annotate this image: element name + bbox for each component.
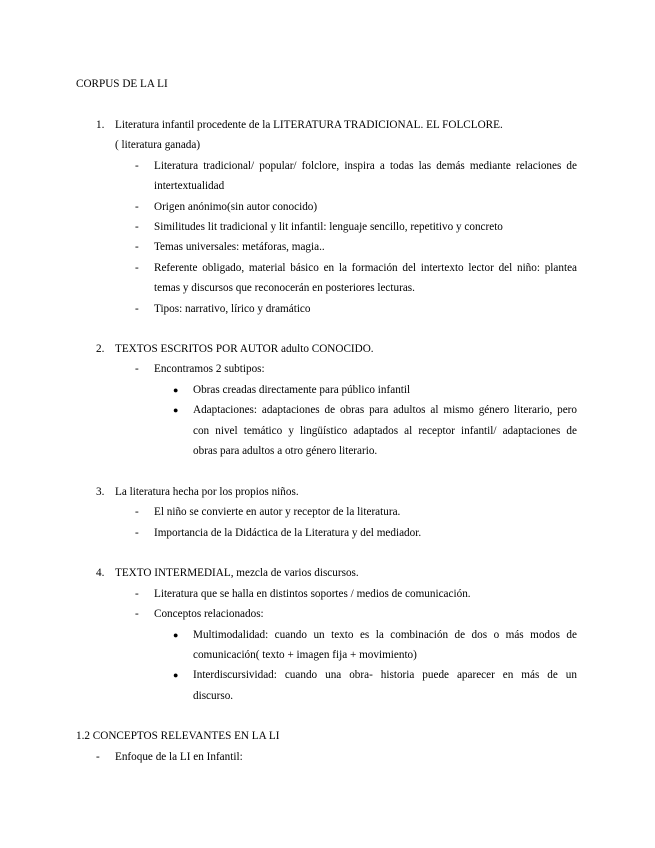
list-item: El niño se convierte en autor y receptor de la literatura.	[154, 506, 401, 518]
list-item: Literatura que se halla en distintos soportes / medios de comunicación.	[154, 588, 471, 600]
section-heading: TEXTO INTERMEDIAL, mezcla de varios discursos.	[115, 567, 359, 579]
bullet-item-continuation: comunicación( texto + imagen fija + movimiento)	[193, 649, 417, 661]
section-heading: Literatura infantil procedente de la LITERATURA TRADICIONAL. EL FOLCLORE.	[115, 119, 503, 131]
page-title: CORPUS DE LA LI	[76, 78, 168, 90]
list-number: 1.	[96, 119, 105, 131]
dash-marker: -	[135, 241, 139, 253]
list-item-continuation: intertextualidad	[154, 180, 225, 192]
bullet-item-continuation: obras para adultos a otro género literario.	[193, 445, 378, 457]
bullet-item-continuation: con nivel temático y lingüístico adaptados al receptor infantil/ adaptaciones de	[193, 425, 577, 437]
bullet-marker: ●	[173, 670, 179, 680]
bullet-marker: ●	[173, 630, 179, 640]
list-item: Enfoque de la LI en Infantil:	[115, 751, 243, 763]
section-heading: TEXTOS ESCRITOS POR AUTOR adulto CONOCIDO.	[115, 343, 374, 355]
section-subheading: ( literatura ganada)	[115, 139, 201, 151]
bullet-item: Adaptaciones: adaptaciones de obras para adultos al mismo género literario, pero	[193, 404, 577, 416]
list-item: Literatura tradicional/ popular/ folclore, inspira a todas las demás mediante relaciones de	[154, 160, 577, 172]
bullet-marker: ●	[173, 385, 179, 395]
dash-marker: -	[135, 506, 139, 518]
dash-marker: -	[135, 527, 139, 539]
bullet-item: Multimodalidad: cuando un texto es la combinación de dos o más modos de	[193, 629, 577, 641]
list-number: 4.	[96, 567, 105, 579]
list-item-continuation: temas y discursos que reconocerán en posteriores lecturas.	[154, 282, 415, 294]
dash-marker: -	[135, 221, 139, 233]
list-item: Referente obligado, material básico en la formación del intertexto lector del niño: plantea	[154, 262, 577, 274]
dash-marker: -	[135, 201, 139, 213]
bullet-item: Interdiscursividad: cuando una obra- historia puede aparecer en más de un	[193, 669, 577, 681]
list-item: Origen anónimo(sin autor conocido)	[154, 201, 318, 213]
dash-marker: -	[135, 262, 139, 274]
list-item: Encontramos 2 subtipos:	[154, 363, 265, 375]
bullet-marker: ●	[173, 405, 179, 415]
dash-marker: -	[135, 608, 139, 620]
list-item: Conceptos relacionados:	[154, 608, 264, 620]
list-item: Tipos: narrativo, lírico y dramático	[154, 303, 311, 315]
dash-marker: -	[135, 303, 139, 315]
section-heading: La literatura hecha por los propios niños.	[115, 486, 299, 498]
list-item: Similitudes lit tradicional y lit infantil: lenguaje sencillo, repetitivo y concreto	[154, 221, 503, 233]
dash-marker: -	[135, 363, 139, 375]
list-number: 2.	[96, 343, 105, 355]
dash-marker: -	[135, 588, 139, 600]
list-item: Temas universales: metáforas, magia..	[154, 241, 325, 253]
bullet-item-continuation: discurso.	[193, 690, 234, 702]
list-item: Importancia de la Didáctica de la Literatura y del mediador.	[154, 527, 422, 539]
bullet-item: Obras creadas directamente para público infantil	[193, 384, 411, 396]
list-number: 3.	[96, 486, 105, 498]
section2-title: 1.2 CONCEPTOS RELEVANTES EN LA LI	[76, 730, 280, 742]
dash-marker: -	[96, 751, 100, 763]
dash-marker: -	[135, 160, 139, 172]
